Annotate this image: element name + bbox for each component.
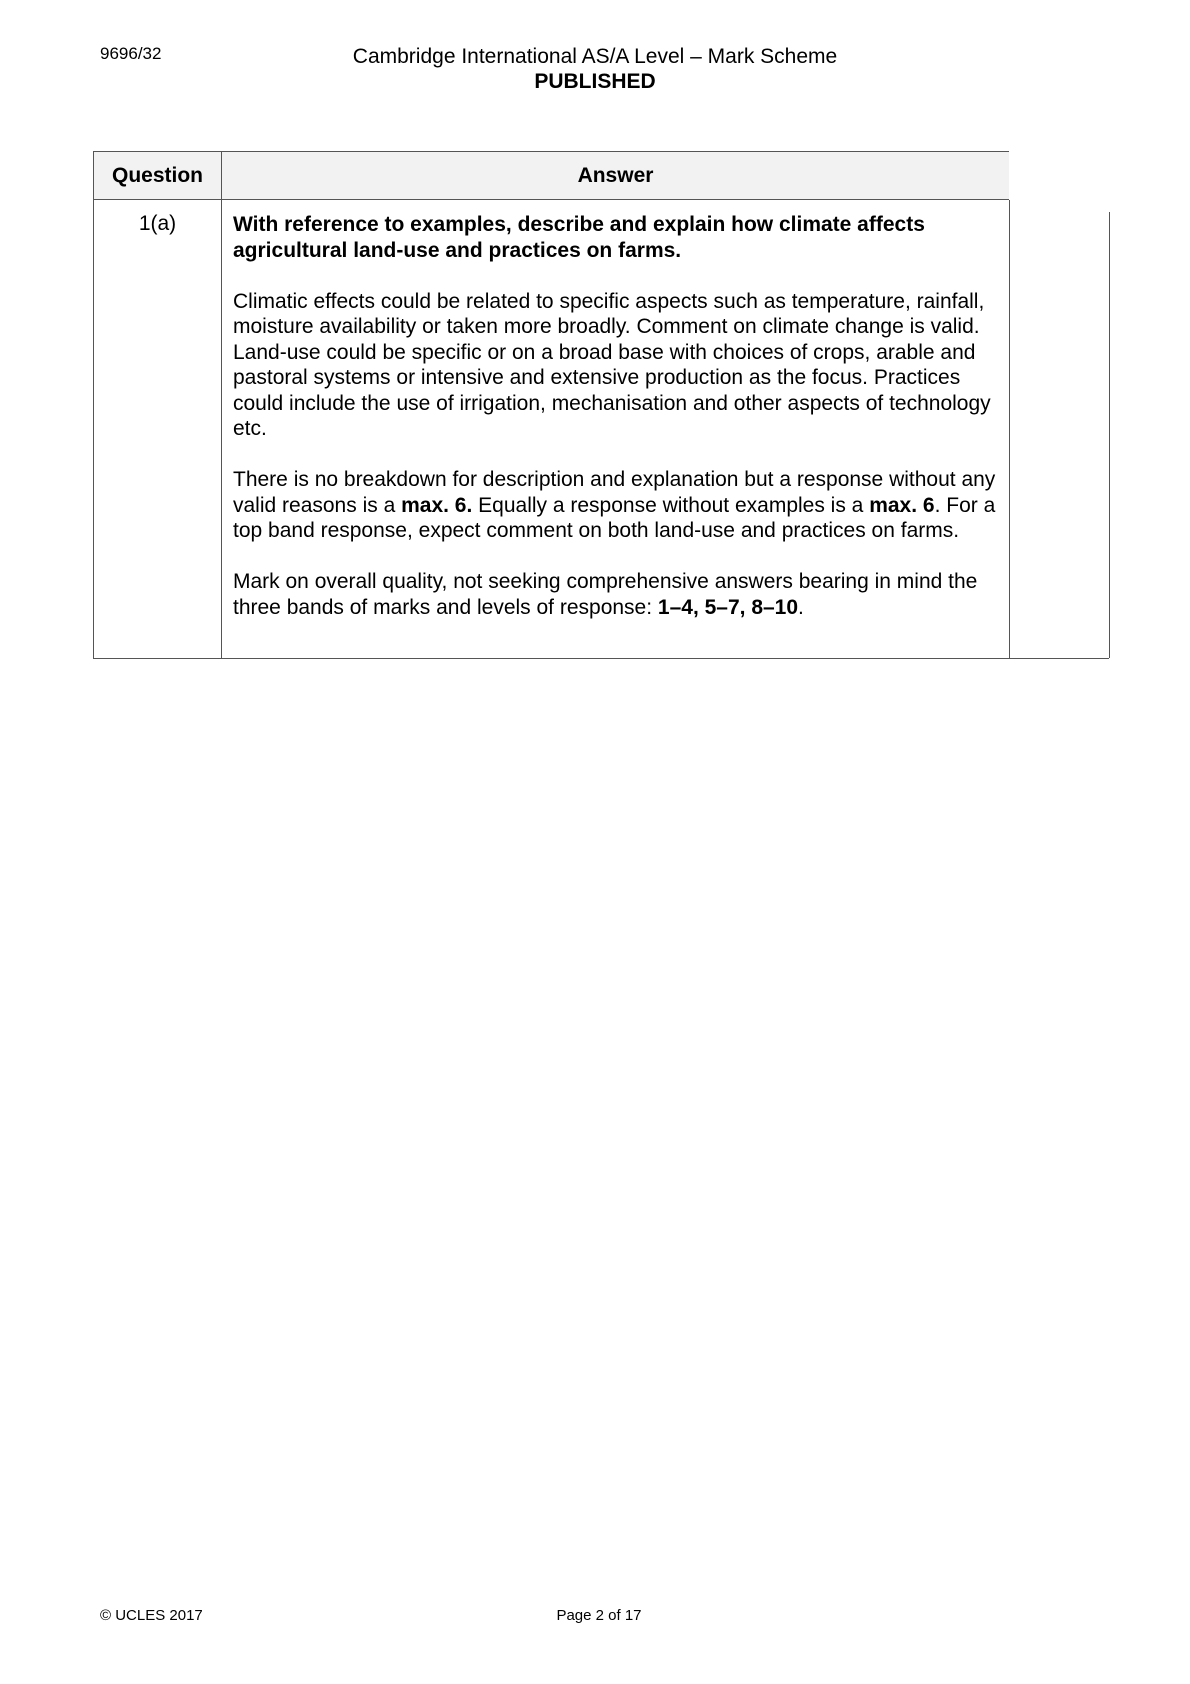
- document-status: PUBLISHED: [534, 70, 656, 93]
- answer-paragraph-1: Climatic effects could be related to specific aspects such as temperature, rainfall, moisture availability or taken more broadly. Comment on climate change is valid. Land-use could be specific or on a broad base with choices of crops, arable and pastoral systems or intensive and extensive production as the focus. Practices could include the use of irrigation, mechanisation and other aspects of technology etc.: [233, 289, 991, 440]
- table-row: [93, 200, 1109, 659]
- paper-code: 9696/32: [100, 44, 162, 63]
- document-header: [0, 44, 1190, 94]
- max-mark-emphasis: max. 6: [869, 493, 935, 517]
- answer-text: Mark on overall quality, not seeking comprehensive answers bearing in mind the three bands of marks and levels of response:: [233, 570, 978, 619]
- answer-text: .: [798, 595, 804, 619]
- answer-cell: [222, 200, 1010, 658]
- footer-copyright: © UCLES 2017: [100, 1607, 203, 1624]
- question-column-header: Question: [94, 152, 222, 199]
- answer-paragraph-3: [233, 569, 1001, 620]
- question-number: 1(a): [94, 200, 222, 658]
- answer-text: Equally a response without examples is a: [472, 493, 870, 517]
- marks-cell: [1010, 212, 1110, 658]
- document-title: Cambridge International AS/A Level – Mark Scheme: [352, 45, 838, 68]
- footer-page-number: Page 2 of 17: [556, 1607, 642, 1624]
- answer-text: There is no breakdown for description and explanation but a response without any valid reasons is a: [233, 468, 996, 517]
- max-mark-emphasis: max. 6.: [401, 493, 473, 517]
- answer-text: . For a top band response, expect comment on both land-use and practices on farms.: [233, 493, 996, 542]
- mark-scheme-table: [93, 151, 1109, 659]
- table-header-row: [93, 151, 1009, 200]
- answer-paragraph-2: [233, 467, 1001, 544]
- answer-column-header: Answer: [577, 163, 654, 187]
- mark-bands: 1–4, 5–7, 8–10: [657, 595, 799, 619]
- question-prompt: With reference to examples, describe and explain how climate affects agricultural land-use and practices on farms.: [233, 213, 925, 262]
